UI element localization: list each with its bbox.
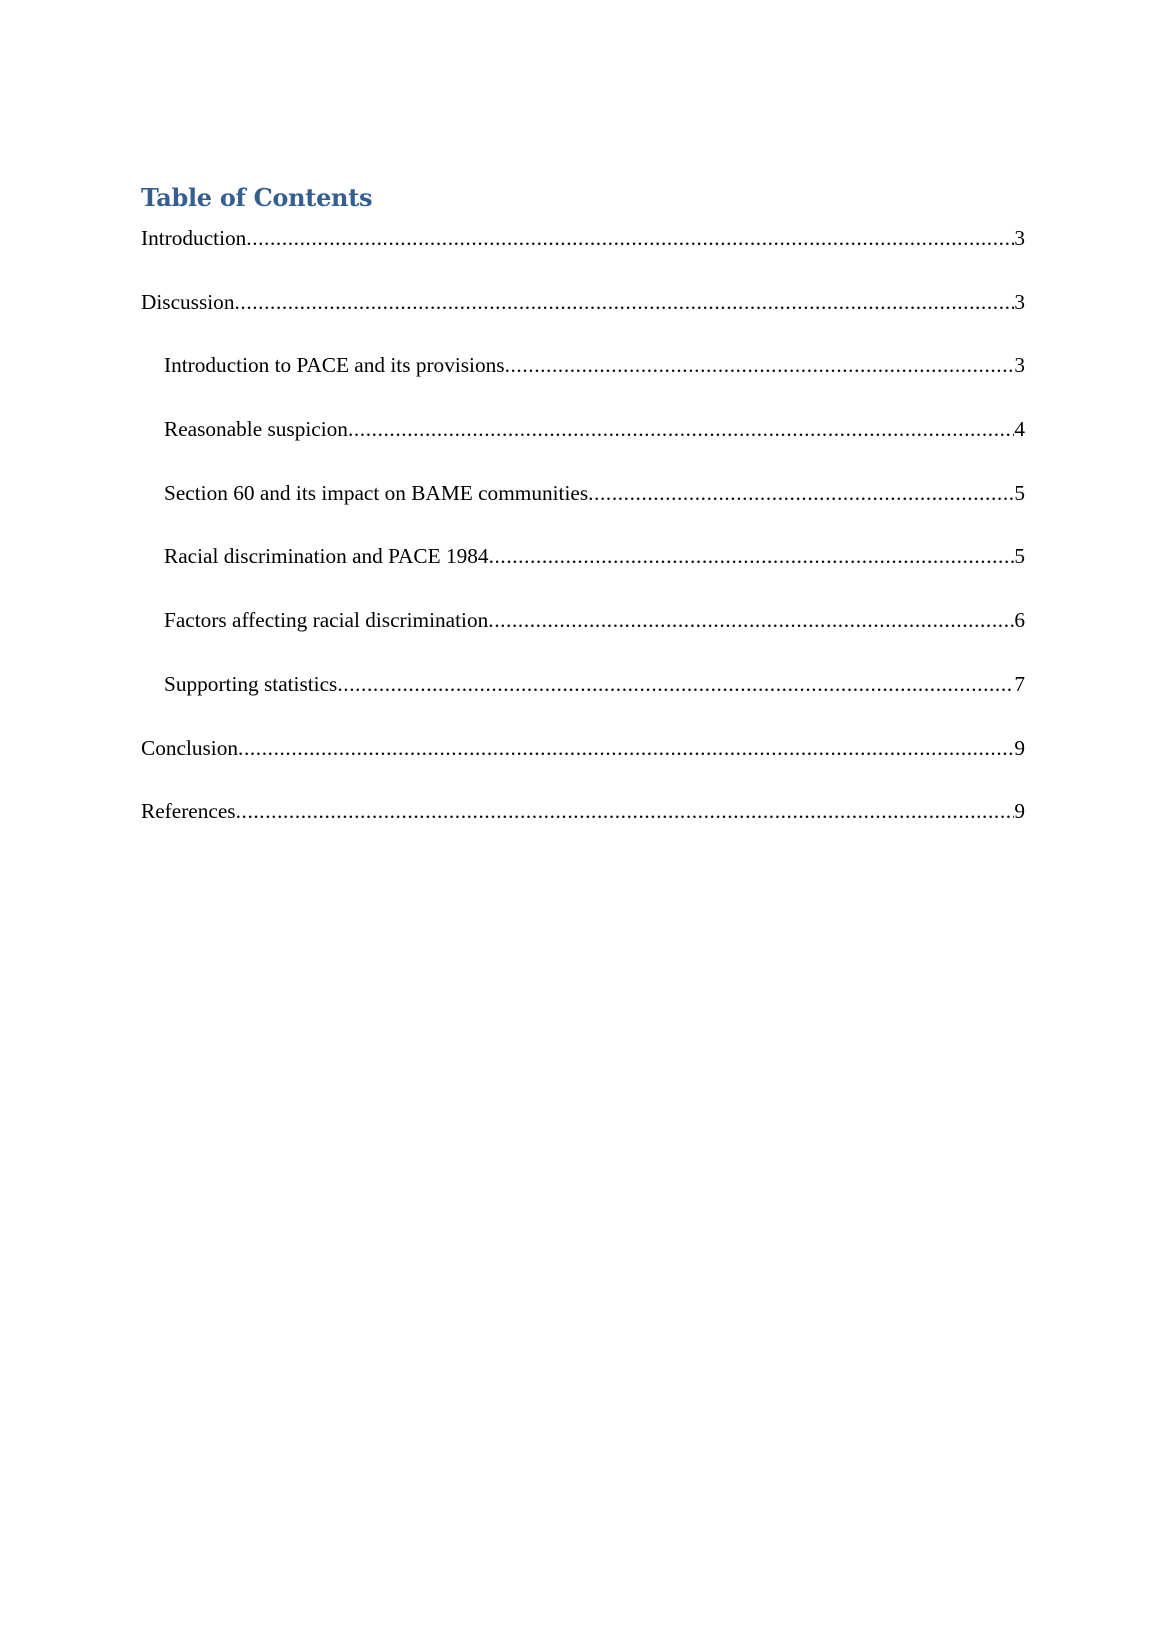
toc-entry-introduction-to-pace[interactable]: [141, 353, 1025, 417]
toc-dot-leader: [337, 672, 1014, 697]
toc-entry-label: Racial discrimination and PACE 1984: [164, 544, 489, 569]
toc-dot-leader: [489, 544, 1015, 569]
toc-dot-leader: [488, 608, 1014, 633]
toc-entry-label: Introduction to PACE and its provisions: [164, 353, 505, 378]
toc-entry-section-60[interactable]: [141, 481, 1025, 545]
toc-entry-label: Factors affecting racial discrimination: [164, 608, 489, 633]
toc-entry-label: Supporting statistics: [164, 671, 338, 696]
toc-title: Table of Contents: [141, 183, 373, 212]
toc-entry-label: Introduction: [141, 226, 247, 250]
toc-entry-reasonable-suspicion[interactable]: [141, 417, 1025, 481]
toc-dot-leader: [246, 226, 1014, 251]
toc-entry-label: References: [141, 799, 236, 824]
toc-dot-leader: [505, 353, 1015, 378]
toc-entry-page: 3: [1014, 353, 1025, 378]
toc-dot-leader: [238, 736, 1014, 761]
toc-dot-leader: [234, 290, 1014, 315]
toc-entry-page: 9: [1014, 799, 1025, 824]
toc-entry-label: Conclusion: [141, 735, 239, 760]
toc-entry-page: 7: [1014, 671, 1025, 696]
toc-dot-leader: [588, 481, 1014, 506]
toc-entry-references[interactable]: [141, 799, 1025, 863]
toc-entry-label: Reasonable suspicion: [164, 417, 348, 442]
toc-entry-label: Discussion: [141, 289, 235, 314]
toc-entry-introduction[interactable]: [141, 226, 1025, 290]
toc-entry-label: Section 60 and its impact on BAME communities: [164, 480, 589, 505]
toc-entry-page: 4: [1014, 417, 1025, 442]
toc-entry-page: 3: [1014, 226, 1025, 250]
toc-entry-page: 3: [1014, 289, 1025, 314]
toc-entry-conclusion[interactable]: [141, 736, 1025, 800]
toc-entry-factors-affecting[interactable]: [141, 608, 1025, 672]
toc-entry-supporting-statistics[interactable]: [141, 672, 1025, 736]
toc-dot-leader: [348, 417, 1014, 442]
toc-dot-leader: [236, 799, 1015, 824]
toc-entry-discussion[interactable]: [141, 290, 1025, 354]
toc-entry-page: 9: [1014, 735, 1025, 760]
toc-entry-page: 5: [1014, 544, 1025, 569]
toc-entry-page: 5: [1014, 480, 1025, 505]
toc-entry-racial-discrimination-pace[interactable]: [141, 544, 1025, 608]
table-of-contents: [141, 226, 1025, 863]
toc-entry-page: 6: [1014, 608, 1025, 633]
